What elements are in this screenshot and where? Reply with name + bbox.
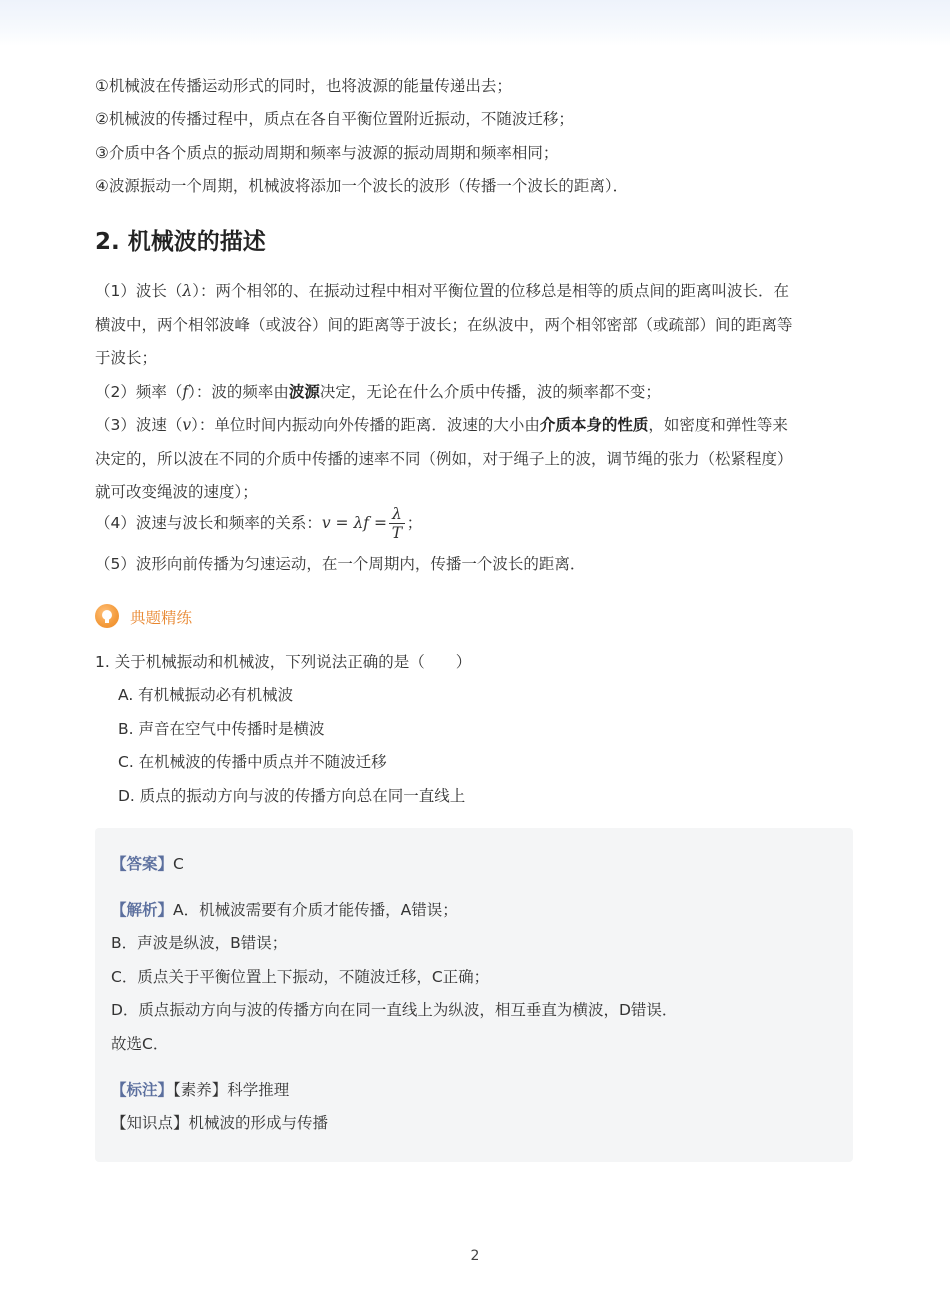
desc-text: ，如密度和弹性等来 <box>648 416 788 434</box>
f-symbol: f <box>182 383 189 401</box>
desc-relation <box>95 505 422 542</box>
note-line <box>111 1080 289 1100</box>
fraction-numerator: λ <box>389 505 405 524</box>
formula: v = λf = <box>321 514 387 532</box>
analysis-line-4: D．质点振动方向与波的传播方向在同一直线上为纵波，相互垂直为横波，D错误． <box>111 1001 678 1019</box>
analysis-text: A．机械波需要有介质才能传播，A错误； <box>173 901 458 919</box>
answer-line <box>111 854 184 874</box>
point-3: ③介质中各个质点的振动周期和频率与波源的振动周期和频率相同； <box>95 144 559 162</box>
answer-value: C <box>173 855 184 873</box>
section-heading: 2. 机械波的描述 <box>95 229 266 255</box>
point-1: ①机械波在传播运动形式的同时，也将波源的能量传递出去； <box>95 77 512 95</box>
section-title: 典题精练 <box>130 609 193 627</box>
answer-box <box>95 828 853 1162</box>
bold-term: 波源 <box>288 383 320 401</box>
desc-text: 决定，无论在什么介质中传播，波的频率都不变； <box>319 383 661 401</box>
desc-text: ； <box>406 514 423 532</box>
desc-line-2: 横波中，两个相邻波峰（或波谷）间的距离等于波长；在纵波中，两个相邻密部（或疏部）间的距离等 <box>95 316 793 334</box>
option-b[interactable]: B. 声音在空气中传播时是横波 <box>118 720 325 738</box>
desc-line-9: （5）波形向前传播为匀速运动，在一个周期内，传播一个波长的距离． <box>95 555 586 573</box>
fraction <box>389 505 405 542</box>
point-4: ④波源振动一个周期，机械波将添加一个波长的波形（传播一个波长的距离）． <box>95 177 629 195</box>
desc-text: （3）波速（ <box>95 416 183 434</box>
desc-line-6: 决定的，所以波在不同的介质中传播的速率不同（例如，对于绳子上的波，调节绳的张力（松紧程度） <box>95 450 793 468</box>
analysis-tag: 【解析】 <box>111 901 174 919</box>
analysis-line-2: B．声波是纵波，B错误； <box>111 934 288 952</box>
analysis-line-3: C．质点关于平衡位置上下振动，不随波迁移，C正确； <box>111 968 490 986</box>
desc-text: ）：单位时间内振动向外传播的距离．波速的大小由 <box>191 416 540 434</box>
note-tag: 【标注】 <box>111 1081 174 1099</box>
desc-frequency <box>95 382 661 402</box>
v-symbol: v <box>182 416 192 434</box>
note-value: 【素养】科学推理 <box>173 1081 290 1099</box>
knowledge-line: 【知识点】机械波的形成与传播 <box>111 1114 329 1132</box>
desc-line-3: 于波长； <box>95 349 158 367</box>
desc-text: ）：两个相邻的、在振动过程中相对平衡位置的位移总是相等的质点间的距离叫波长．在 <box>192 282 789 300</box>
point-2: ②机械波的传播过程中，质点在各自平衡位置附近振动，不随波迁移； <box>95 110 574 128</box>
fraction-denominator: T <box>391 524 403 542</box>
desc-text: （1）波长（ <box>95 282 183 300</box>
answer-tag: 【答案】 <box>111 855 174 873</box>
page-number: 2 <box>470 1248 480 1264</box>
desc-text: （4）波速与波长和频率的关系： <box>95 514 322 532</box>
bold-term: 介质本身的性质 <box>539 416 649 434</box>
desc-wavelength <box>95 281 789 301</box>
lambda-symbol: λ <box>182 282 193 300</box>
analysis-line-5: 故选C． <box>111 1035 169 1053</box>
option-a[interactable]: A. 有机械振动必有机械波 <box>118 686 294 704</box>
desc-line-7: 就可改变绳波的速度）； <box>95 483 258 501</box>
top-banner <box>0 0 950 46</box>
lightbulb-icon <box>95 604 119 628</box>
desc-speed <box>95 415 788 435</box>
desc-text: ）：波的频率由 <box>188 383 289 401</box>
option-c[interactable]: C. 在机械波的传播中质点并不随波迁移 <box>118 753 387 771</box>
option-d[interactable]: D. 质点的振动方向与波的传播方向总在同一直线上 <box>118 787 466 805</box>
question-stem: 1. 关于机械振动和机械波，下列说法正确的是（ ） <box>95 653 472 671</box>
analysis-line-1 <box>111 900 458 920</box>
desc-text: （2）频率（ <box>95 383 183 401</box>
